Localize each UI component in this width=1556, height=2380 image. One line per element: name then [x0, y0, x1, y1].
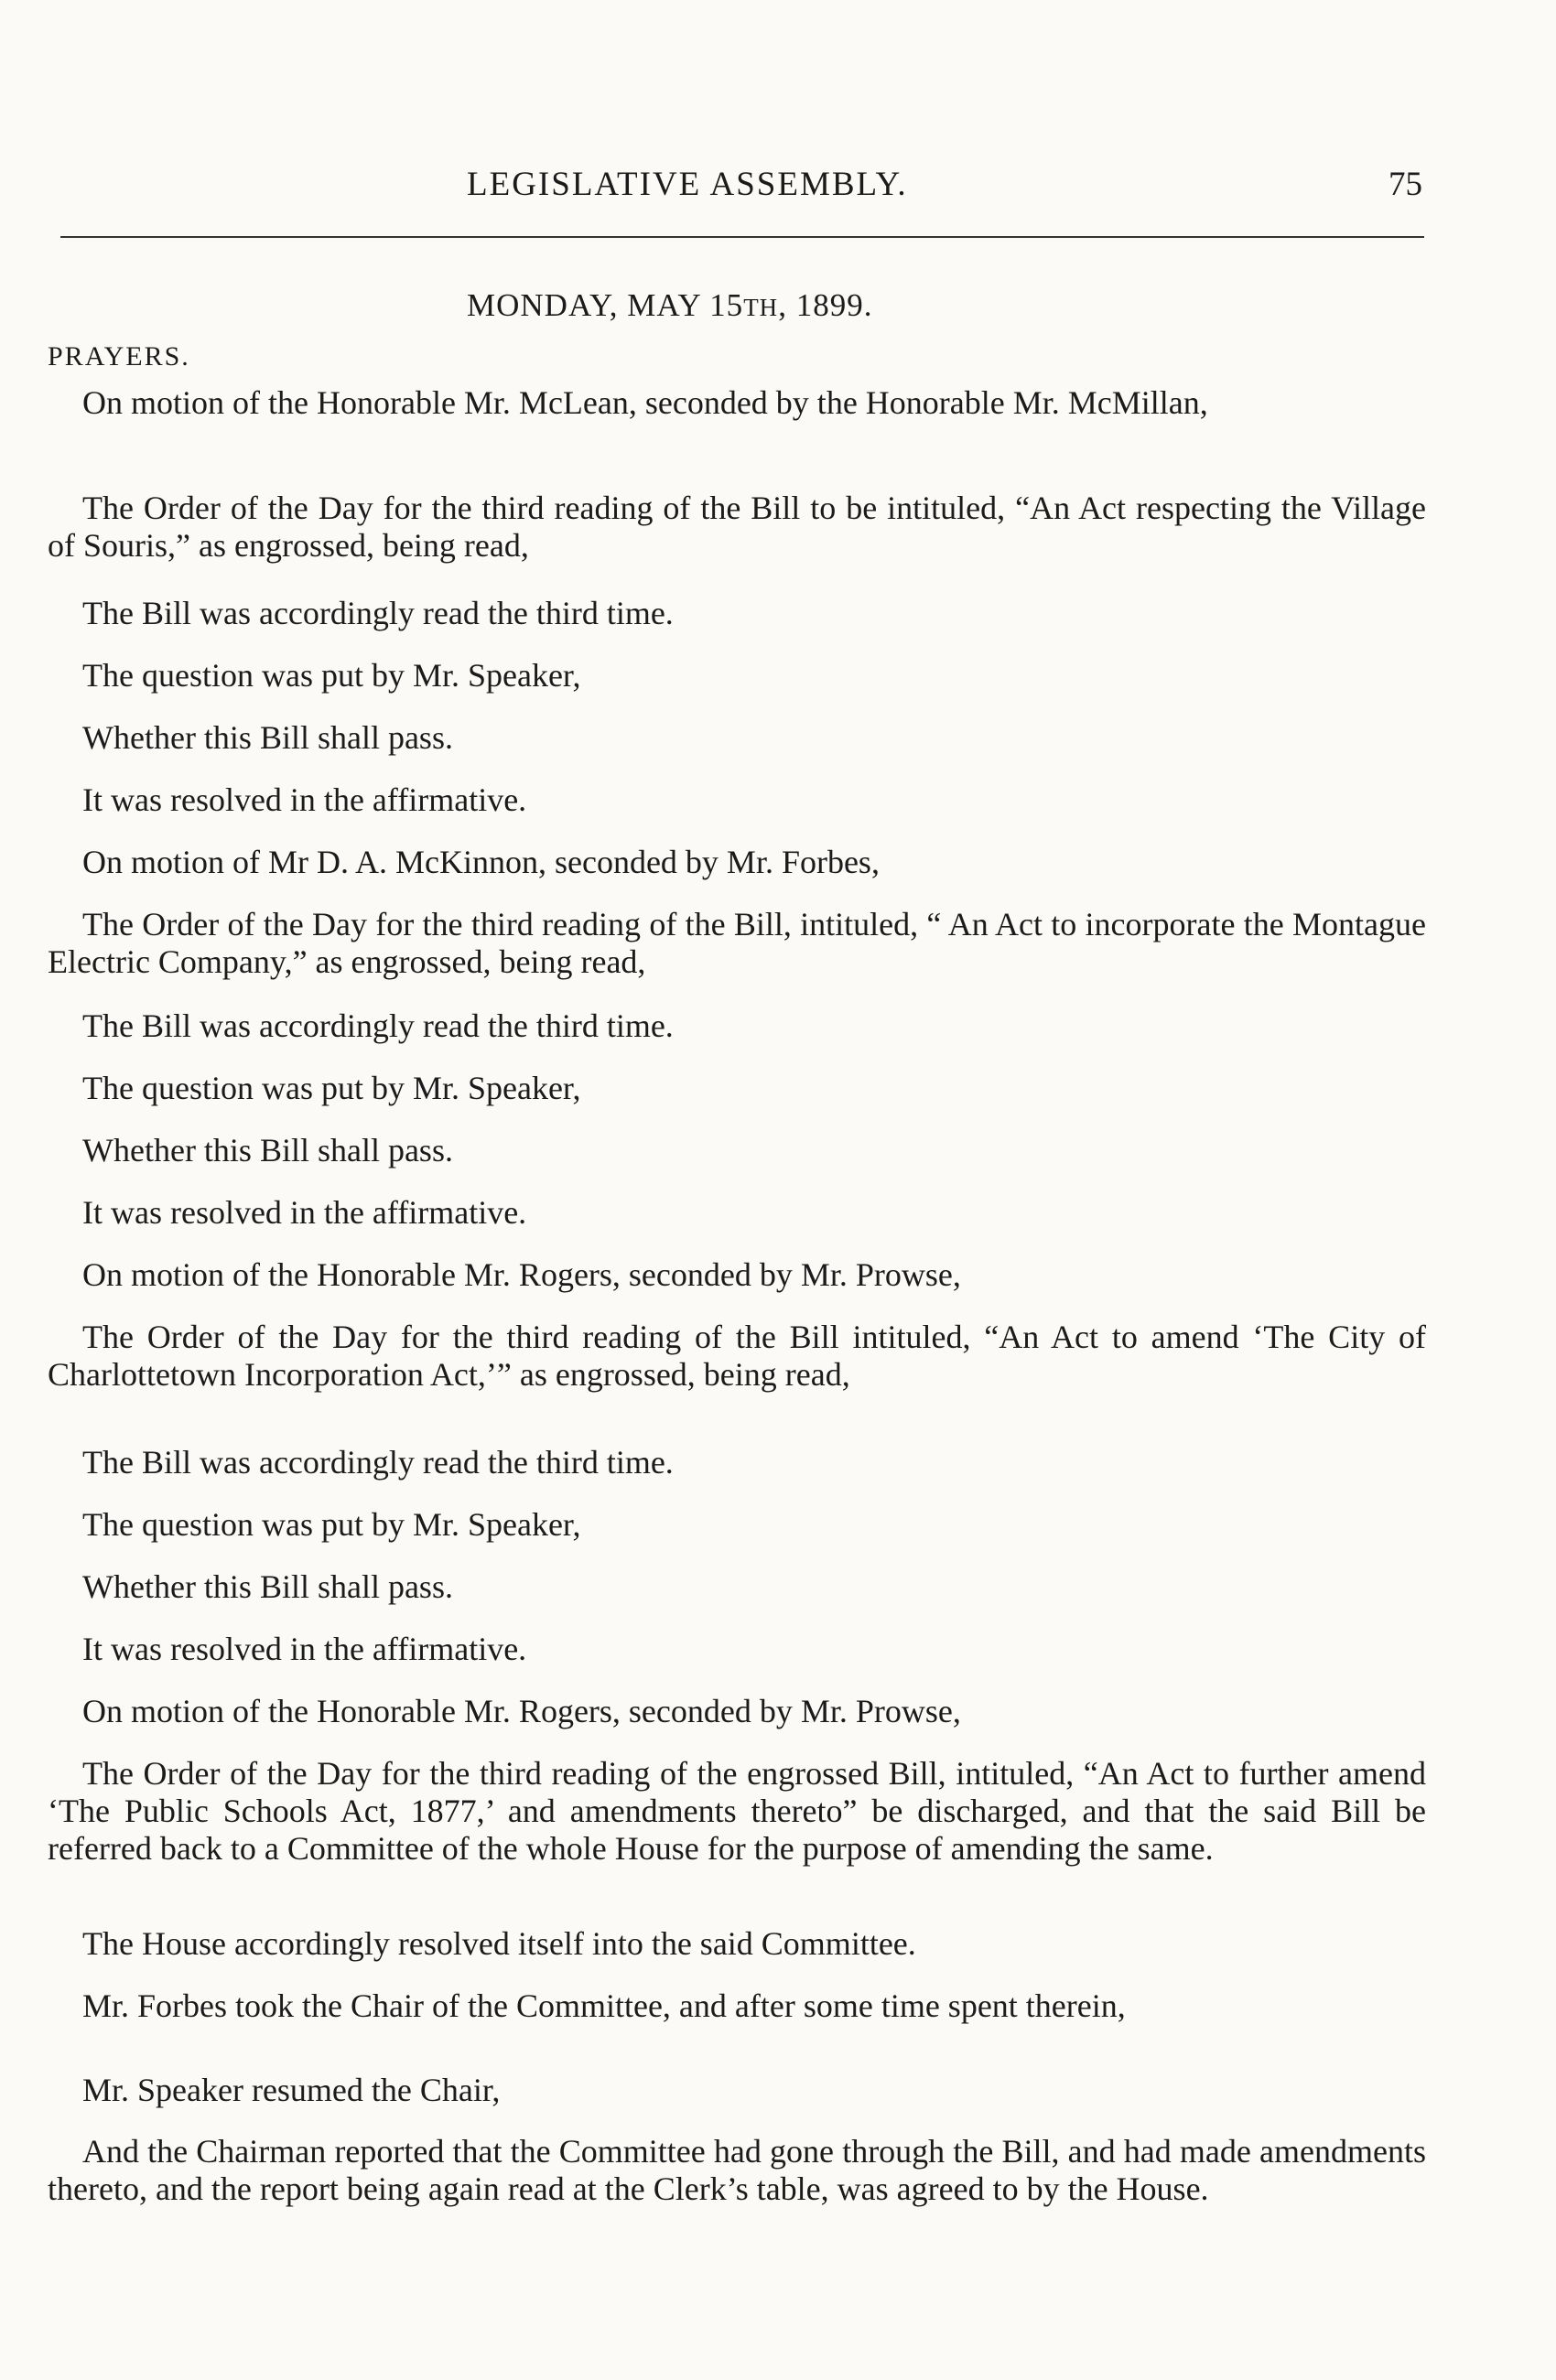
paragraph-read-third-time: The Bill was accordingly read the third time.	[82, 1007, 674, 1044]
paragraph-speaker-resumed: Mr. Speaker resumed the Chair,	[82, 2072, 501, 2108]
paragraph-question-put: The question was put by Mr. Speaker,	[82, 1506, 581, 1543]
paragraph-question-put: The question was put by Mr. Speaker,	[82, 657, 581, 694]
sitting-date	[467, 289, 872, 321]
paragraph-whether-pass: Whether this Bill shall pass.	[82, 719, 453, 756]
paragraph-question-put: The question was put by Mr. Speaker,	[82, 1070, 581, 1106]
paragraph-whether-pass: Whether this Bill shall pass.	[82, 1568, 453, 1605]
date-year: , 1899.	[778, 287, 873, 323]
running-head: LEGISLATIVE ASSEMBLY.	[467, 166, 908, 203]
paragraph-forbes-chair: Mr. Forbes took the Chair of the Committee, and after some time spent therein,	[82, 1987, 1126, 2024]
paragraph-resolved: It was resolved in the affirmative.	[82, 781, 527, 818]
paragraph-read-third-time: The Bill was accordingly read the third time.	[82, 1444, 674, 1481]
paragraph-chairman-reported: And the Chairman reported that the Committee had gone through the Bill, and had made amendments thereto, and the report being again read at the Clerk’s table, was agreed to by the House.	[48, 2133, 1426, 2207]
paragraph-order-public-schools: The Order of the Day for the third reading of the engrossed Bill, intituled, “An Act to further amend ‘The Public Schools Act, 1877,’ and amendments thereto” be discharged, and that the said Bill be referred back to a Committee of the whole House for the purpose of amending the same.	[48, 1755, 1426, 1867]
paragraph-resolved: It was resolved in the affirmative.	[82, 1194, 527, 1231]
date-weekday-month: MONDAY, MAY 15	[467, 287, 744, 323]
section-heading-prayers: PRAYERS.	[48, 341, 190, 372]
paragraph-motion-mckinnon: On motion of Mr D. A. McKinnon, seconded by Mr. Forbes,	[82, 844, 880, 880]
paragraph-resolved: It was resolved in the affirmative.	[82, 1631, 527, 1667]
paragraph-order-montague: The Order of the Day for the third reading of the Bill, intituled, “ An Act to incorporate the Montague Electric Company,” as engrossed, being read,	[48, 906, 1426, 980]
paragraph-house-resolved: The House accordingly resolved itself into the said Committee.	[82, 1925, 916, 1962]
paragraph-read-third-time: The Bill was accordingly read the third time.	[82, 595, 674, 631]
date-day-suffix: TH	[743, 294, 779, 321]
page-number: 75	[1389, 166, 1422, 203]
header-rule	[60, 236, 1424, 238]
paragraph-motion-mclean: On motion of the Honorable Mr. McLean, seconded by the Honorable Mr. McMillan,	[82, 384, 1208, 421]
paragraph-motion-rogers: On motion of the Honorable Mr. Rogers, seconded by Mr. Prowse,	[82, 1256, 961, 1293]
paragraph-motion-rogers: On motion of the Honorable Mr. Rogers, seconded by Mr. Prowse,	[82, 1693, 961, 1729]
paragraph-order-souris: The Order of the Day for the third reading of the Bill to be intituled, “An Act respecting the Village of Souris,” as engrossed, being read,	[48, 490, 1426, 564]
paragraph-order-charlottetown: The Order of the Day for the third reading of the Bill intituled, “An Act to amend ‘The City of Charlottetown Incorporation Act,’” as engrossed, being read,	[48, 1319, 1426, 1393]
paragraph-whether-pass: Whether this Bill shall pass.	[82, 1132, 453, 1168]
